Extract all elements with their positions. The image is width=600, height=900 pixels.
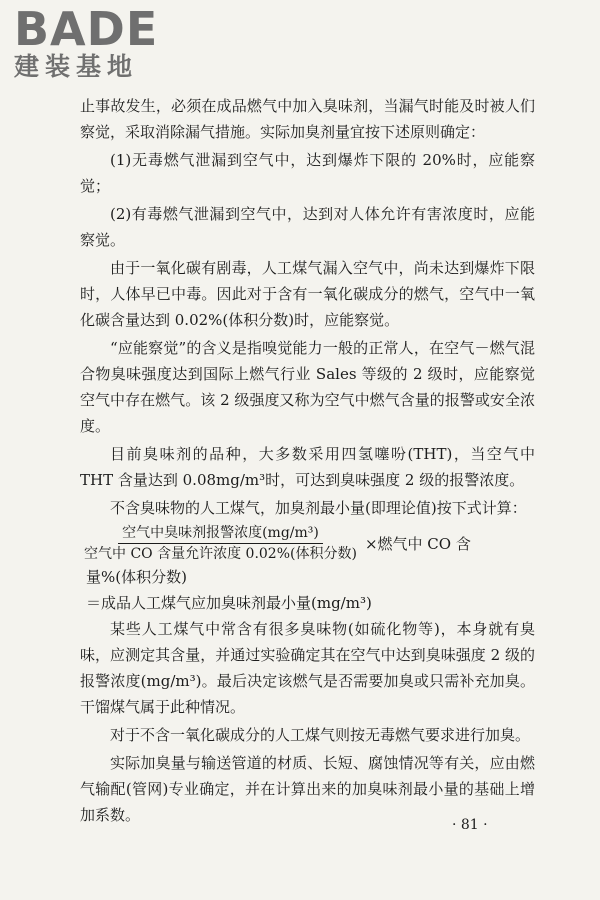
formula-numerator: 空气中臭味剂报警浓度(mg/m³) xyxy=(118,523,323,544)
formula-denominator: 空气中 CO 含量允许浓度 0.02%(体积分数) xyxy=(84,546,357,562)
paragraph-tht: 目前臭味剂的品种，大多数采用四氢噻吩(THT)，当空气中 THT 含量达到 0.08mg/m³时，可达到臭味强度 2 级的报警浓度。 xyxy=(80,445,535,489)
page-body xyxy=(80,93,535,830)
paragraph-formula-intro: 不含臭味物的人工煤气，加臭剂最小量(即理论值)按下式计算： xyxy=(110,499,527,517)
paragraph-rule-1: (1)无毒燃气泄漏到空气中，达到爆炸下限的 20%时，应能察觉； xyxy=(80,151,535,195)
formula-continuation: 量%(体积分数) xyxy=(86,568,187,586)
logo-subtitle: 建装基地 xyxy=(14,52,139,81)
formula-fraction xyxy=(80,523,361,564)
paragraph-co-toxicity: 由于一氧化碳有剧毒，人工煤气漏入空气中，尚未达到爆炸下限时，人体早已中毒。因此对于含有一氧化碳成分的燃气，空气中一氧化碳含量达到 0.02%(体积分数)时，应能察觉。 xyxy=(80,259,535,329)
paragraph-actual-dosage: 实际加臭量与输送管道的材质、长短、腐蚀情况等有关，应由燃气输配(管网)专业确定，并在计算出来的加臭味剂最小量的基础上增加系数。 xyxy=(80,754,535,824)
brand-logo xyxy=(14,2,184,82)
paragraph-rule-2: (2)有毒燃气泄漏到空气中，达到对人体允许有害浓度时，应能察觉。 xyxy=(80,205,535,249)
paragraph-continuation: 止事故发生，必须在成品燃气中加入臭味剂，当漏气时能及时被人们察觉，采取消除漏气措施。实际加臭剂量宜按下述原则确定： xyxy=(80,97,535,141)
paragraph-co-free-gas: 对于不含一氧化碳成分的人工煤气则按无毒燃气要求进行加臭。 xyxy=(110,726,531,744)
paragraph-detectable-meaning: “应能察觉”的含义是指嗅觉能力一般的正常人，在空气－燃气混合物臭味强度达到国际上燃气行业 Sales 等级的 2 级时，应能察觉空气中存在燃气。该 2 级强度又称为空气中燃气含量的报警或安全浓度。 xyxy=(80,339,535,435)
paragraph-odorous-gas: 某些人工煤气中常含有很多臭味物(如硫化物等)，本身就有臭味，应测定其含量，并通过实验确定其在空气中达到臭味强度 2 级的报警浓度(mg/m³)。最后决定该燃气是否需要加臭或只需补充加臭。干馏煤气属于此种情况。 xyxy=(80,620,535,716)
logo-wordmark: BADE xyxy=(14,2,159,56)
page-number: · 81 · xyxy=(452,817,488,833)
formula xyxy=(80,523,535,616)
formula-result: ＝成品人工煤气应加臭味剂最小量(mg/m³) xyxy=(86,594,372,612)
formula-multiplier: ×燃气中 CO 含 xyxy=(364,534,471,553)
formula-fraction-row xyxy=(80,523,535,564)
